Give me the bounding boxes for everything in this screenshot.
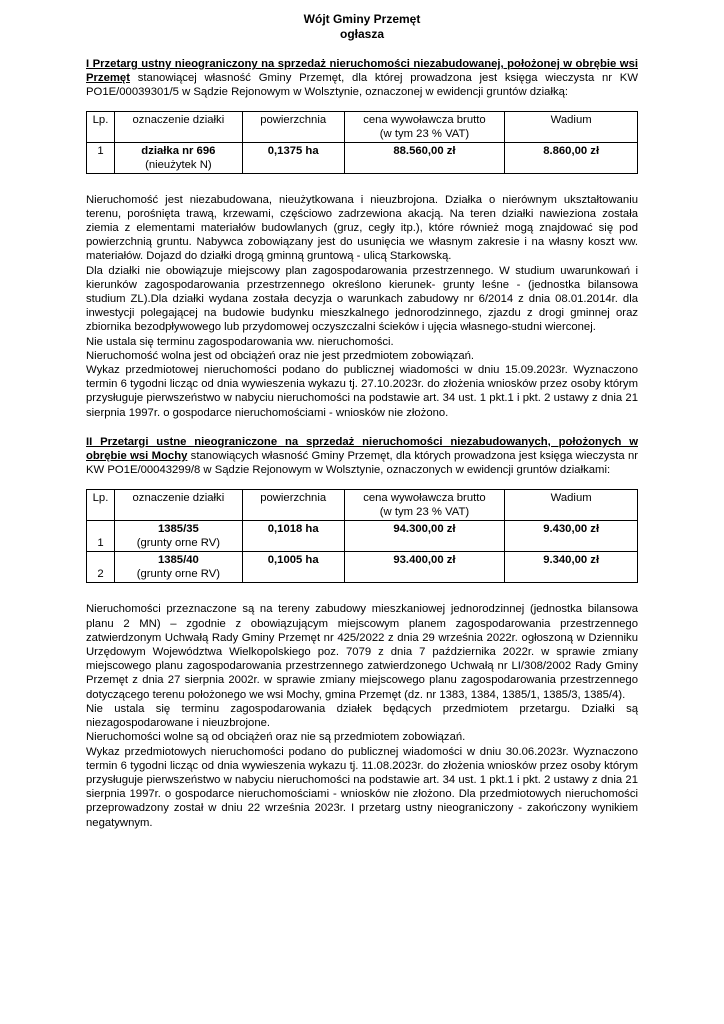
header-cena-line2: (w tym 23 % VAT): [379, 506, 470, 519]
header-lp: Lp.: [87, 111, 115, 142]
cell-dzialka: [114, 552, 242, 583]
cell-cena: 94.300,00 zł: [344, 521, 505, 552]
parcel-number: 1385/35: [157, 523, 199, 536]
section1-paragraph: Nieruchomość wolna jest od obciążeń oraz nie jest przedmiotem zobowiązań.: [86, 349, 475, 362]
cell-dzialka: [114, 142, 242, 173]
cell-cena: 93.400,00 zł: [344, 552, 505, 583]
cell-wadium: 8.860,00 zł: [505, 142, 638, 173]
section1-title: I Przetarg ustny nieograniczony na sprzedaż nieruchomości niezabudowanej, położonej w obrębie wsi Przemęt: [86, 58, 638, 85]
section2-body: [86, 602, 638, 829]
header-powierzchnia: powierzchnia: [242, 111, 344, 142]
header-lp: Lp.: [87, 490, 115, 521]
section1-table: [86, 111, 638, 174]
header-cena-line1: cena wywoławcza brutto: [363, 492, 486, 505]
cell-cena: 88.560,00 zł: [344, 142, 505, 173]
cell-lp: 1: [87, 142, 115, 173]
parcel-use: (nieużytek N): [145, 158, 212, 171]
section1-intro: [86, 57, 638, 100]
document-page: [86, 12, 638, 830]
parcel-use: (grunty orne RV): [136, 537, 221, 550]
cell-lp: 1: [87, 521, 115, 552]
cell-powierzchnia: 0,1375 ha: [242, 142, 344, 173]
header-cena: [344, 111, 505, 142]
announcement-heading: ogłasza: [339, 27, 384, 41]
header-cena: [344, 490, 505, 521]
parcel-number: 1385/40: [157, 554, 199, 567]
table-header-row: [87, 490, 638, 521]
header-cena-line2: (w tym 23 % VAT): [379, 127, 470, 140]
section1-paragraph: Dla działki nie obowiązuje miejscowy plan zagospodarowania przestrzennego. W studium uwarunkowań i kierunków zagospodarowania przestrzennego określono kierunek- grunty leśne - (jednostka bilansowa studium ZL).Dla działki wydana została decyzja o warunkach zabudowy nr 6/2014 z dnia 08.01.2014r. dla inwestycji polegającej na budowie budynku mieszkalnego jednorodzinnego, zjazdu z drogi gminnej oraz zbiornika bezodpływowego lub przydomowej oczyszczalni ścieków i ujęcia własnego-studni wierconej.: [86, 264, 638, 334]
table-row: [87, 521, 638, 552]
section2-paragraph: Nieruchomości wolne są od obciążeń oraz nie są przedmiotem zobowiązań.: [86, 731, 466, 744]
table-header-row: [87, 111, 638, 142]
header-powierzchnia: powierzchnia: [242, 490, 344, 521]
header-wadium: Wadium: [505, 111, 638, 142]
header-oznaczenie: oznaczenie działki: [114, 111, 242, 142]
section1-body: [86, 193, 638, 420]
table-row: [87, 142, 638, 173]
cell-wadium: 9.430,00 zł: [505, 521, 638, 552]
section1-paragraph: Nieruchomość jest niezabudowana, nieużytkowana i nieuzbrojona. Działka o nierównym ukształtowaniu terenu, porośnięta trawą, krzewami, częściowo zadrzewiona akacją. Na teren działki nawieziona została ziemia z elementami materiałów budowlanych (gruz, cegły itp.), które również mogą znajdować się pod powierzchnią gruntu. Nabywca zobowiązany jest do usunięcia we własnym zakresie i na własny koszt ww. materiałów. Dojazd do działki drogą gminną gruntową - ulicą Starkowską.: [86, 193, 638, 263]
section2-intro-text: stanowiących własność Gminy Przemęt, dla których prowadzona jest księga wieczysta nr KW PO1E/00043299/8 w Sądzie Rejonowym w Wolsztynie, oznaczonych w ewidencji gruntów działkami:: [86, 450, 638, 477]
section1-intro-text: stanowiącej własność Gminy Przemęt, dla której prowadzona jest księga wieczysta nr KW PO1E/00039301/5 w Sądzie Rejonowym w Wolsztynie, oznaczonej w ewidencji gruntów działką:: [86, 72, 638, 99]
cell-powierzchnia: 0,1005 ha: [242, 552, 344, 583]
table-row: [87, 552, 638, 583]
section2-paragraph: Wykaz przedmiotowych nieruchomości podano do publicznej wiadomości w dniu 30.06.2023r. Wyznaczono termin 6 tygodni licząc od dnia wywieszenia wykazu tj. 11.08.2023r. do złożenia wniosków przez osoby którym przysługuje pierwszeństwo w nabyciu nieruchomości na podstawie art. 34 ust. 1 pkt.1 i pkt. 2 ustawy z dnia 21 sierpnia 1997r. o gospodarce nieruchomościami - wniosków nie złożono. Dla przedmiotowych nieruchomości przeprowadzony został w dniu 22 września 2023r. I przetarg ustny nieograniczony - zakończony wynikiem negatywnym.: [86, 745, 638, 829]
section2-paragraph: Nie ustala się terminu zagospodarowania działek będących przedmiotem przetargu. Działki są niezagospodarowane i nieuzbrojone.: [86, 702, 638, 730]
header-oznaczenie: oznaczenie działki: [114, 490, 242, 521]
cell-dzialka: [114, 521, 242, 552]
section2-paragraph: Nieruchomości przeznaczone są na tereny zabudowy mieszkaniowej jednorodzinnej (jednostka bilansowa planu 2 MN) – zgodnie z obowiązującym miejscowym planem zagospodarowania przestrzennego zatwierdzonym Uchwałą Rady Gminy Przemęt nr 425/2022 z dnia 29 września 2022r. ogłoszoną w Dzienniku Urzędowym Województwa Wielkopolskiego poz. 7079 z dnia 7 października 2022r. w sprawie zmiany miejscowego planu zagospodarowania przestrzennego zatwierdzonego Uchwałą nr LI/308/2002 Rady Gminy Przemęt z dnia 27 sierpnia 2002r. w sprawie zmiany miejscowego planu zagospodarowania przestrzennego dotyczącego terenu położonego we wsi Mochy, gmina Przemęt (dz. nr 1383, 1384, 1385/1, 1385/3, 1385/4).: [86, 603, 638, 701]
section2-table: [86, 489, 638, 583]
section1-paragraph: Nie ustala się terminu zagospodarowania ww. nieruchomości.: [86, 335, 394, 348]
issuer-title: Wójt Gminy Przemęt: [303, 12, 421, 26]
parcel-use: (grunty orne RV): [136, 568, 221, 581]
header-wadium: Wadium: [505, 490, 638, 521]
section1-paragraph: Wykaz przedmiotowej nieruchomości podano do publicznej wiadomości w dniu 15.09.2023r. Wyznaczono termin 6 tygodni licząc od dnia wywieszenia wykazu tj. 27.10.2023r. do złożenia wniosków przez osoby którym przysługuje pierwszeństwo w nabyciu nieruchomości na podstawie art. 34 ust. 1 pkt.1 i pkt. 2 ustawy z dnia 21 sierpnia 1997r. o gospodarce nieruchomościami - wniosków nie złożono.: [86, 364, 638, 419]
section2-intro: [86, 435, 638, 478]
section2-title: II Przetargi ustne nieograniczone na sprzedaż nieruchomości niezabudowanych, położonych w obrębie wsi Mochy: [86, 435, 638, 463]
header-cena-line1: cena wywoławcza brutto: [363, 113, 486, 126]
cell-wadium: 9.340,00 zł: [505, 552, 638, 583]
parcel-number: działka nr 696: [141, 144, 216, 157]
cell-lp: 2: [87, 552, 115, 583]
cell-powierzchnia: 0,1018 ha: [242, 521, 344, 552]
